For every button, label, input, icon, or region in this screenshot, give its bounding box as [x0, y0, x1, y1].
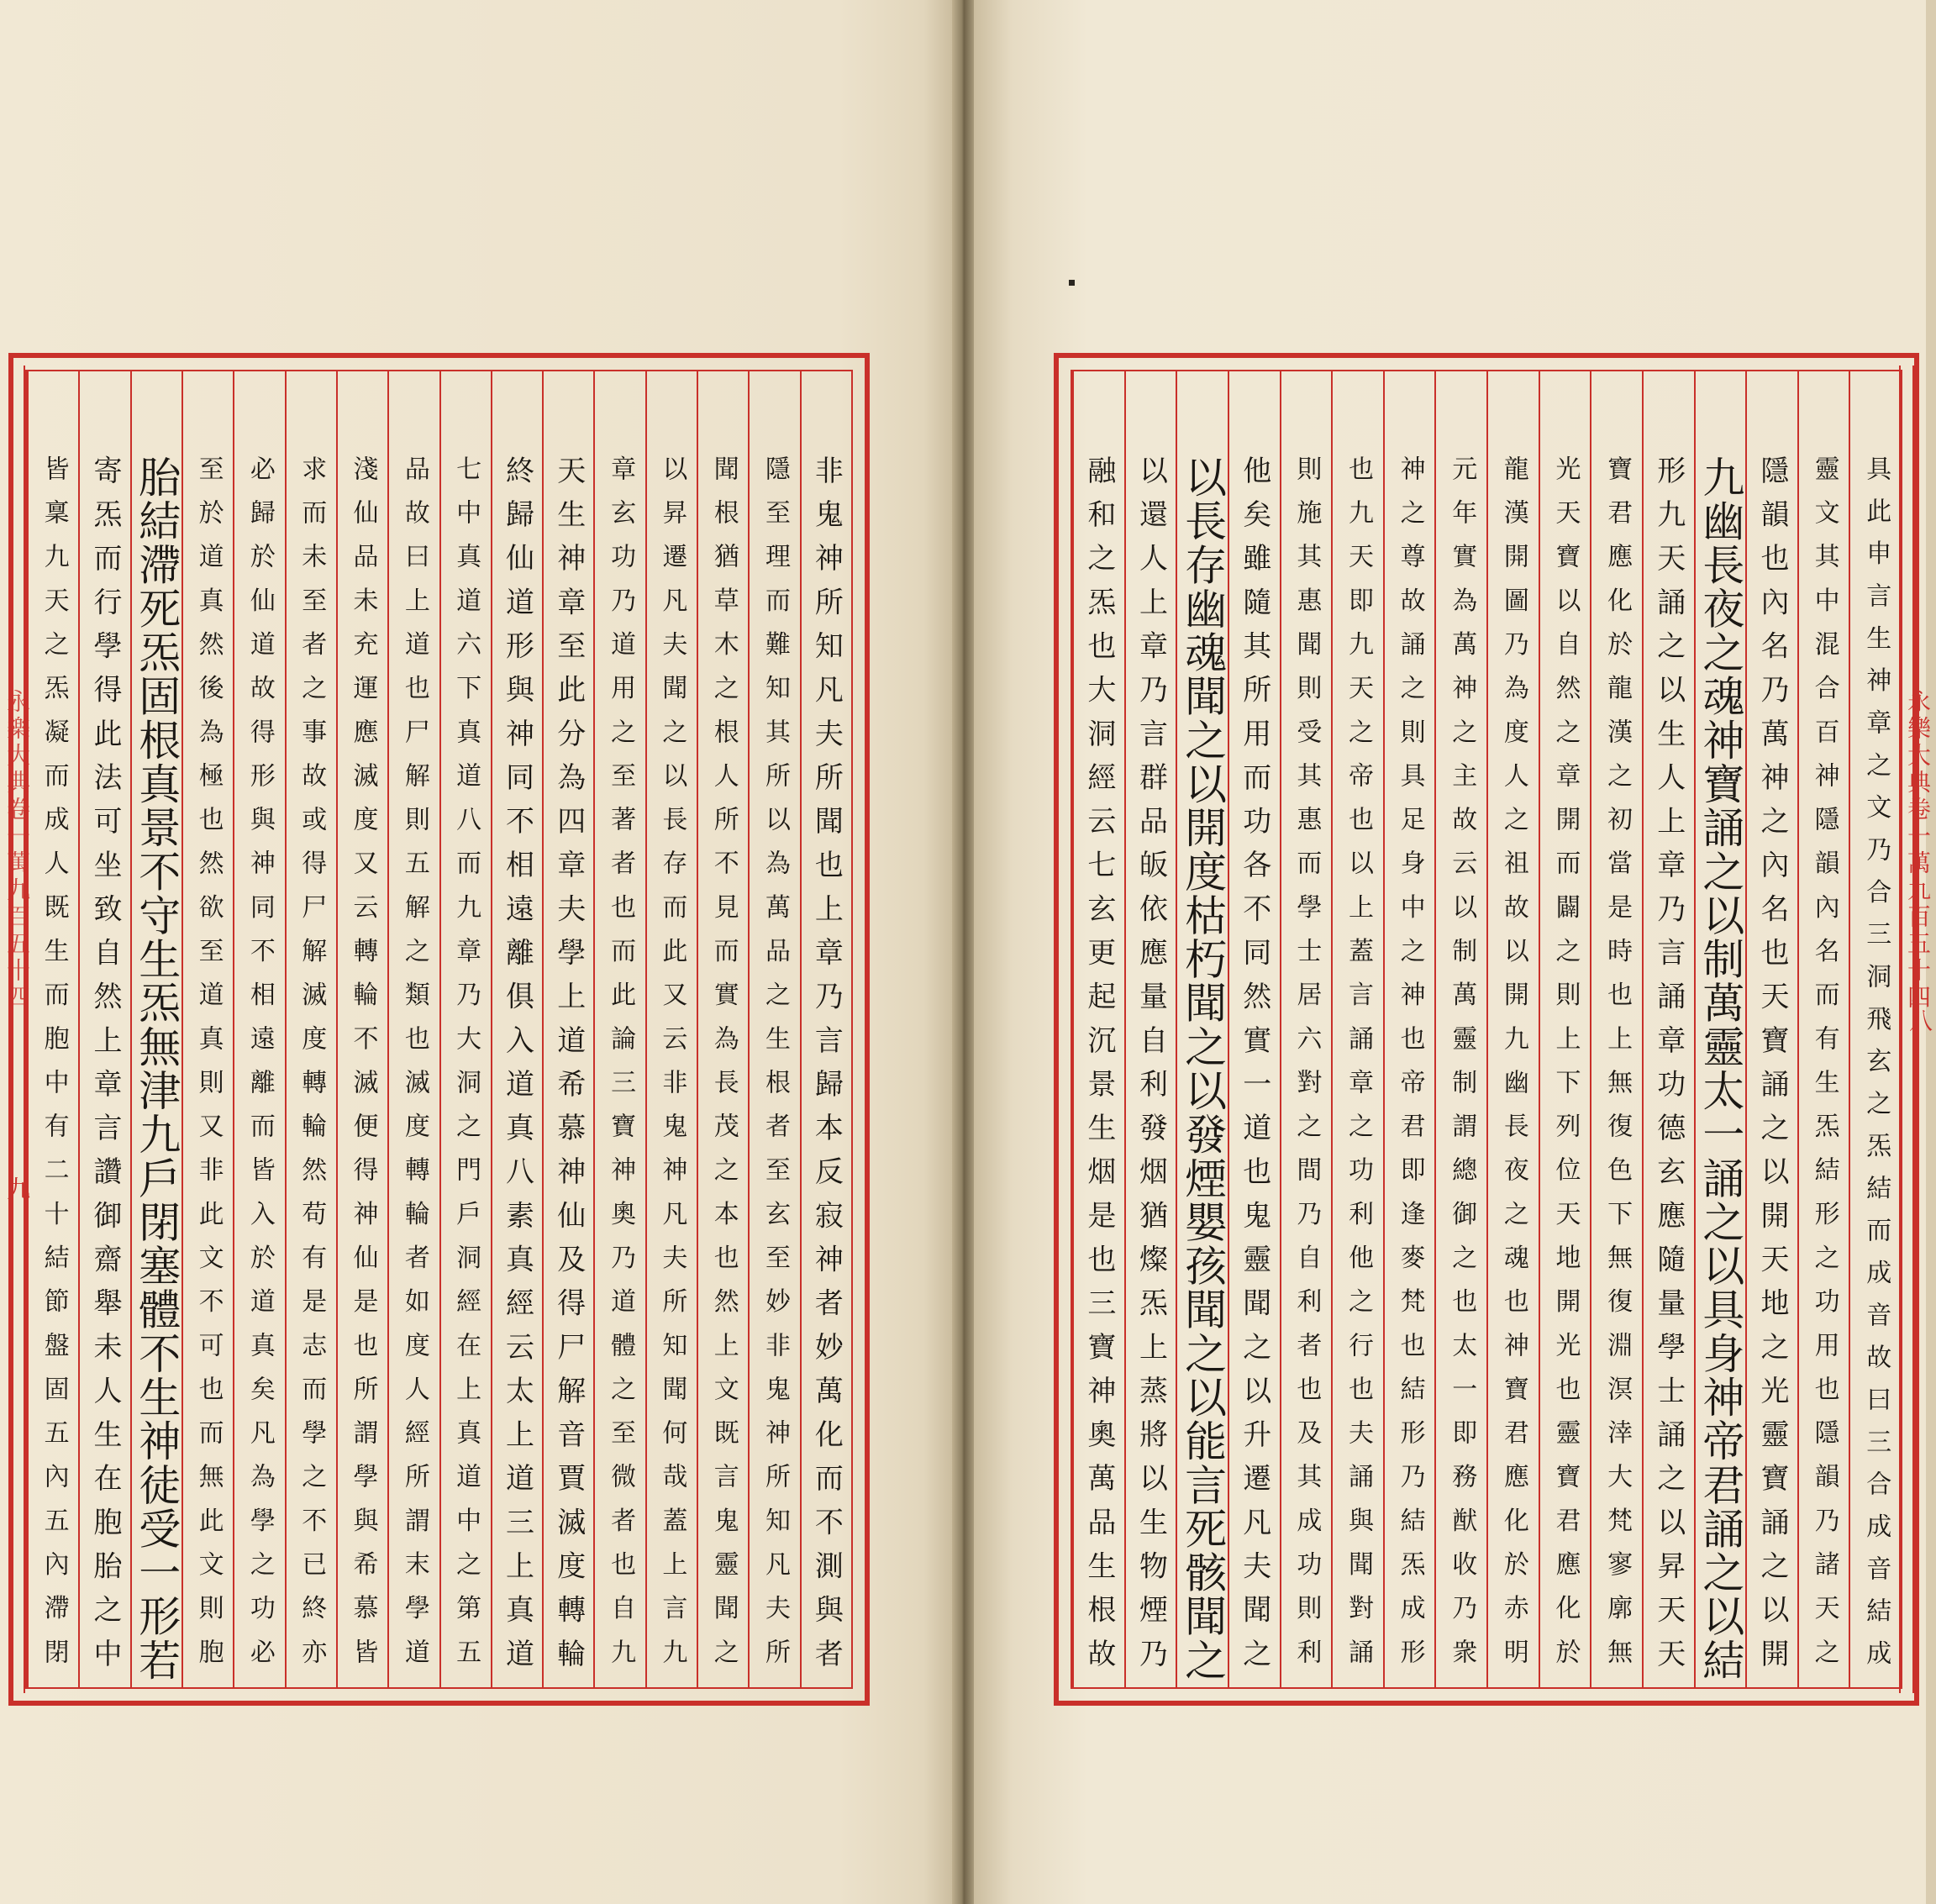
right-page-border-frame: [1054, 353, 1919, 1706]
column-text: 九幽長夜之魂神寶誦之以制萬靈太一誦之以具身神帝君誦之以結: [1696, 455, 1745, 1682]
column-text: 淺仙品未充運應滅度又云轉輪不滅便得神仙是也所謂學與希慕皆: [348, 455, 378, 1682]
column-text: 以長存幽魂聞之以開度枯朽聞之以發煙嬰孩聞之以能言死骸聞之: [1178, 455, 1228, 1682]
right-column-10: [1383, 371, 1435, 1687]
left-column-12: [233, 371, 284, 1687]
left-column-2: [748, 371, 799, 1687]
right-column-14: [1176, 371, 1228, 1687]
column-text: 聞根猶草木之根人所不見而實為長茂之本也然上文既言鬼靈聞之: [708, 455, 739, 1682]
column-text: 皆稟九天之炁凝而成人既生而胞中有二十結節盤固五內五內滯閉: [39, 455, 69, 1682]
left-margin-folio-number: 九: [3, 1176, 31, 1200]
column-text: 必歸於仙道故得形與神同不相遠離而皆入於道真矣凡為學之功必: [245, 455, 275, 1682]
right-margin-folio-number: 八: [1906, 1008, 1933, 1032]
left-column-8: [439, 371, 491, 1687]
left-column-14: [130, 371, 182, 1687]
column-text: 也九天即九天之帝也以上蓋言誦章之功利他之行也夫誦與聞對誦: [1343, 455, 1373, 1682]
column-text: 元年實為萬神之主故云以制萬靈制謂總御之也太一即務猷收乃衆: [1447, 455, 1477, 1682]
left-column-9: [387, 371, 439, 1687]
left-edge-banner-strip: [10, 366, 25, 1693]
column-text: 隱至理而難知其所以為萬品之生根者至玄至妙非鬼神所知凡夫所: [760, 455, 791, 1682]
column-text: 寶君應化於龍漢之初當是時也上無復色下無復淵溟涬大梵寥廓無: [1602, 455, 1633, 1682]
column-text: 以昇遷凡夫聞之以長存而此又云非鬼神凡夫所知聞何哉蓋上言九: [657, 455, 687, 1682]
left-column-13: [182, 371, 233, 1687]
right-page: [974, 0, 1926, 1904]
column-text: 神之尊故誦之則具足身中之神也帝君即逢麥梵也結形乃結炁成形: [1395, 455, 1425, 1682]
column-text: 則施其惠聞則受其惠而學士居六對之間乃自利者也及其成功則利: [1292, 455, 1322, 1682]
column-text: 寄炁而行學得此法可坐致自然上章言讚御齋舉未人生在胞胎之中: [87, 455, 122, 1682]
book-spine-gutter: [952, 0, 974, 1904]
column-text: 至於道真然後為極也然欲至道真則又非此文不可也而無此文則胞: [193, 455, 224, 1682]
left-column-15: [78, 371, 129, 1687]
left-margin-book-title: 永樂大典卷一萬九百五十四: [3, 689, 31, 1012]
column-text: 求而未至者之事故或得尸解滅度轉輪然苟有是志而學之不已終亦: [297, 455, 327, 1682]
left-column-10: [336, 371, 387, 1687]
column-text: 品故曰上道也尸解則五解之類也滅度轉輪者如度人經所謂末學道: [399, 455, 429, 1682]
right-column-7: [1539, 371, 1591, 1687]
left-page-border-frame: [8, 353, 870, 1706]
left-column-6: [542, 371, 593, 1687]
left-column-16: [27, 371, 78, 1687]
column-text: 具此申言生神章之文乃合三洞飛玄之炁結而成音故曰三合成音結成: [1861, 455, 1891, 1682]
left-column-3: [697, 371, 748, 1687]
ink-spot: [1069, 280, 1075, 286]
right-text-block: [1071, 370, 1902, 1689]
right-column-8: [1486, 371, 1539, 1687]
column-text: 隱韻也內名乃萬神之內名也天寶誦之以開天地之光靈寶誦之以開: [1754, 455, 1789, 1682]
left-column-1: [800, 371, 851, 1687]
right-column-5: [1642, 371, 1694, 1687]
column-text: 以還人上章乃言群品皈依應量自利發烟猶燦炁上蒸將以生物煙乃: [1134, 455, 1168, 1682]
right-column-12: [1280, 371, 1332, 1687]
column-text: 龍漢開圖乃為度人之祖故以開九幽長夜之魂也神寶君應化於赤明: [1498, 455, 1528, 1682]
right-column-13: [1228, 371, 1280, 1687]
column-text: 靈文其中混合百神隱韻內名而有生炁結形之功用也隱韻乃諸天之: [1809, 455, 1839, 1682]
right-column-3: [1745, 371, 1797, 1687]
left-column-7: [491, 371, 542, 1687]
column-text: 七中真道六下真道八而九章乃大洞之門戶洞經在上真道中之第五: [451, 455, 481, 1682]
right-column-15: [1124, 371, 1176, 1687]
column-text: 天生神章至此分為四章夫學上道希慕神仙及得尸解音賈滅度轉輪: [551, 455, 586, 1682]
right-column-1: [1849, 371, 1901, 1687]
left-column-5: [593, 371, 644, 1687]
left-page: [0, 0, 952, 1904]
right-column-6: [1590, 371, 1642, 1687]
right-column-4: [1694, 371, 1746, 1687]
column-text: 胎結滯死炁固根真景不守生炁無津九戶閉塞體不生神徒受一形若: [132, 455, 182, 1682]
right-margin-book-title: 永樂大典卷一萬九百五十四: [1904, 689, 1932, 1012]
column-text: 形九天誦之以生人上章乃言誦章功德玄應隨量學士誦之以昇天天: [1651, 455, 1686, 1682]
column-text: 光天寶以自然之章開而闢之則上下列位天地開光也靈寶君應化於: [1550, 455, 1581, 1682]
right-column-11: [1331, 371, 1383, 1687]
column-text: 非鬼神所知凡夫所聞也上章乃言歸本反寂神者妙萬化而不測與者: [809, 455, 844, 1682]
left-column-11: [285, 371, 336, 1687]
column-text: 終歸仙道形與神同不相遠離俱入道真八素真經云太上道三上真道: [500, 455, 534, 1682]
left-text-block: [25, 370, 853, 1689]
column-text: 章玄功乃道用之至著者也而此論三寶神奧乃道體之至微者也自九: [606, 455, 636, 1682]
column-text: 融和之炁也大洞經云七玄更起沉景生烟是也三寶神奧萬品生根故: [1081, 455, 1116, 1682]
column-text: 他矣雖隨其所用而功各不同然實一道也鬼靈聞之以升遷凡夫聞之: [1237, 455, 1271, 1682]
right-column-9: [1434, 371, 1486, 1687]
right-column-16: [1072, 371, 1124, 1687]
left-column-4: [645, 371, 697, 1687]
right-column-2: [1797, 371, 1849, 1687]
